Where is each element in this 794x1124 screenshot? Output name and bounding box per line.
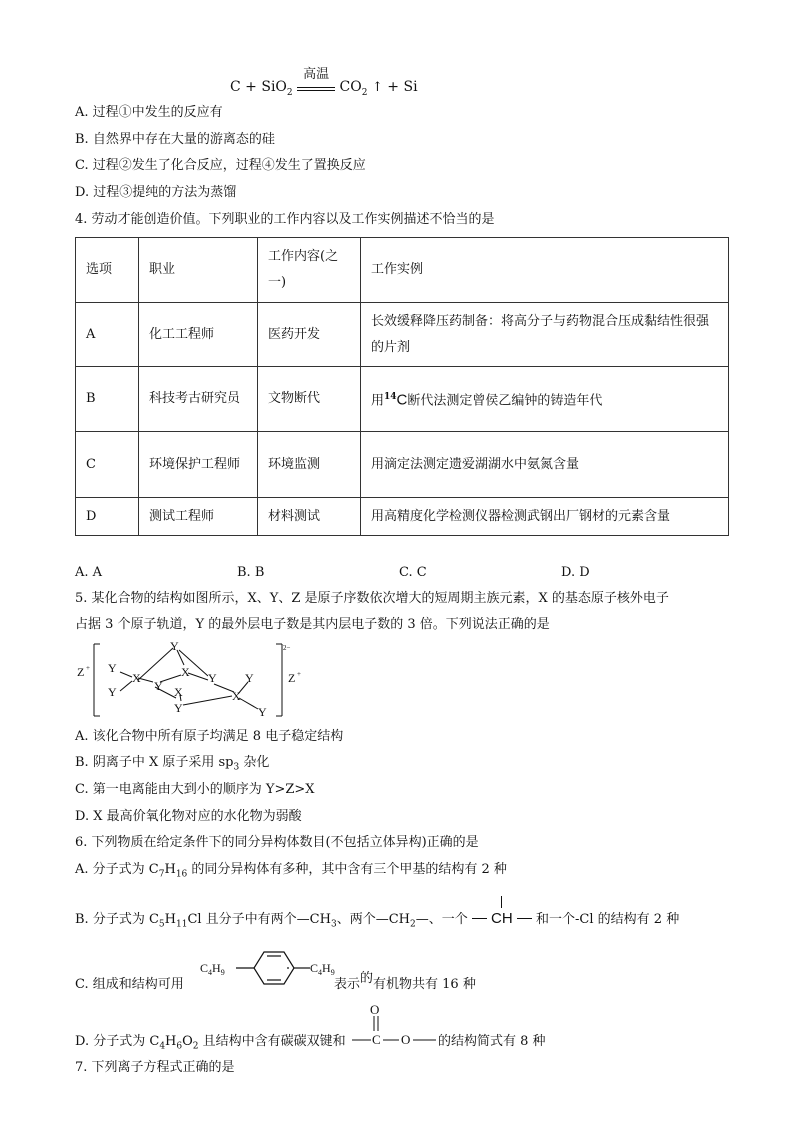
- q4-option-c: C. C: [399, 565, 427, 580]
- table-row: [76, 367, 729, 432]
- q3-option-c: C. 过程②发生了化合反应，过程④发生了置换反应: [75, 158, 366, 173]
- reaction-condition: 高温: [297, 81, 335, 91]
- q6-option-d: D. 分子式为 $C_4H_6O_2$ 且结构中含有碳碳双键和: [75, 1034, 346, 1052]
- q5-option-c: C. 第一电离能由大到小的顺序为 Y>Z>X: [75, 782, 315, 797]
- svg-text:C4H9: $C_4H_9$: [310, 961, 335, 977]
- svg-text:+: +: [297, 670, 301, 678]
- table-cell: 医药开发: [258, 303, 361, 367]
- table-header: 工作实例: [361, 238, 729, 303]
- table-row: [76, 498, 729, 536]
- ch-group: CH: [472, 910, 532, 929]
- table-cell: 用滴定法测定遗爱湖湖水中氨氮含量: [361, 432, 729, 498]
- q4-option-d: D. D: [561, 565, 590, 580]
- atom-x: X: [174, 685, 183, 699]
- q4-stem: 4. 劳动才能创造价值。下列职业的工作内容以及工作实例描述不恰当的是: [75, 212, 495, 227]
- q6-stem: 6. 下列物质在给定条件下的同分异构体数目(不包括立体异构)正确的是: [75, 835, 479, 850]
- table-cell: 环境监测: [258, 432, 361, 498]
- table-cell: 长效缓释降压药制备：将高分子与药物混合压成黏结性很强的片剂: [361, 303, 729, 367]
- table-cell: 用$^{14}$C断代法测定曾侯乙编钟的铸造年代: [361, 367, 729, 432]
- q5-option-d: D. X 最高价氧化物对应的水化物为弱酸: [75, 809, 302, 824]
- benzene-structure: [198, 944, 348, 994]
- svg-text:C: C: [372, 1032, 381, 1047]
- atom-x: X: [132, 671, 141, 685]
- atom-y: Y: [170, 639, 179, 653]
- q5-option-a: A. 该化合物中所有原子均满足 8 电子稳定结构: [75, 729, 344, 744]
- table-cell: 化工工程师: [139, 303, 258, 367]
- atom-y: Y: [108, 685, 117, 699]
- atom-x: X: [181, 665, 190, 679]
- table-cell: B: [76, 367, 139, 432]
- table-header: 职业: [139, 238, 258, 303]
- atom-y: Y: [258, 705, 267, 719]
- table-header-row: [76, 238, 729, 303]
- table-header: 选项: [76, 238, 139, 303]
- table-row: [76, 303, 729, 367]
- q4-table: [75, 237, 729, 536]
- table-cell: 科技考古研究员: [139, 367, 258, 432]
- q6-option-d-tail: 的结构简式有 8 种: [438, 1034, 546, 1049]
- table-cell: 测试工程师: [139, 498, 258, 536]
- table-cell: A: [76, 303, 139, 367]
- atom-z-right: Z: [288, 671, 296, 685]
- q5-stem-line2: 占据 3 个原子轨道，Y 的最外层电子数是其内层电子数的 3 倍。下列说法正确的是: [75, 617, 550, 632]
- svg-text:C4H9: $C_4H_9$: [200, 961, 225, 977]
- ester-group: [352, 1002, 448, 1048]
- atom-y: Y: [154, 679, 163, 693]
- q6-option-a: A. 分子式为 $C_7H_{16}$ 的同分异构体有多种，其中含有三个甲基的结构有 2 种: [75, 862, 507, 880]
- atom-y: Y: [208, 671, 217, 685]
- table-cell: C: [76, 432, 139, 498]
- q4-option-a: A. A: [75, 565, 103, 580]
- q3-option-d: D. 过程③提纯的方法为蒸馏: [75, 185, 237, 200]
- table-row: [76, 432, 729, 498]
- q6-option-c-tail: 表示的有机物共有 16 种: [334, 971, 476, 992]
- svg-text:O: O: [401, 1032, 411, 1047]
- q6-option-c-label: C. 组成和结构可用: [75, 977, 184, 992]
- table-cell: 用高精度化学检测仪器检测武钢出厂钢材的元素含量: [361, 498, 729, 536]
- table-cell: 环境保护工程师: [139, 432, 258, 498]
- table-cell: D: [76, 498, 139, 536]
- q7-stem: 7. 下列离子方程式正确的是: [75, 1060, 235, 1075]
- atom-y: Y: [174, 701, 183, 715]
- q4-option-b: B. B: [237, 565, 265, 580]
- q3-option-b: B. 自然界中存在大量的游离态的硅: [75, 132, 275, 147]
- q5-option-b: B. 阴离子中 X 原子采用 $sp_3$ 杂化: [75, 755, 270, 773]
- atom-y: Y: [108, 661, 117, 675]
- q3-option-a: A. 过程①中发生的反应有: [75, 105, 223, 120]
- table-cell: 文物断代: [258, 367, 361, 432]
- atom-z-left: Z: [77, 665, 85, 679]
- atom-y: Y: [245, 671, 254, 685]
- q6-option-b: B. 分子式为 $C_5H_{11}Cl$ 且分子中有两个$—CH_3$、两个$—CH_2—$、一个 CH 和一个-Cl 的结构有 2 种: [75, 910, 679, 934]
- equation: C + SiO$_2$ 高温 $CO_2$ ↑ + Si: [230, 67, 418, 98]
- table-cell: 材料测试: [258, 498, 361, 536]
- svg-text:+: +: [86, 664, 90, 672]
- structure-diagram: [72, 638, 312, 722]
- q5-stem-line1: 5. 某化合物的结构如图所示，X、Y、Z 是原子序数依次增大的短周期主族元素，X 的基态原子核外电子: [75, 591, 669, 606]
- table-header: 工作内容(之一): [258, 238, 361, 303]
- charge: 2−: [283, 644, 291, 652]
- atom-x: X: [232, 689, 241, 703]
- svg-text:O: O: [370, 1002, 380, 1017]
